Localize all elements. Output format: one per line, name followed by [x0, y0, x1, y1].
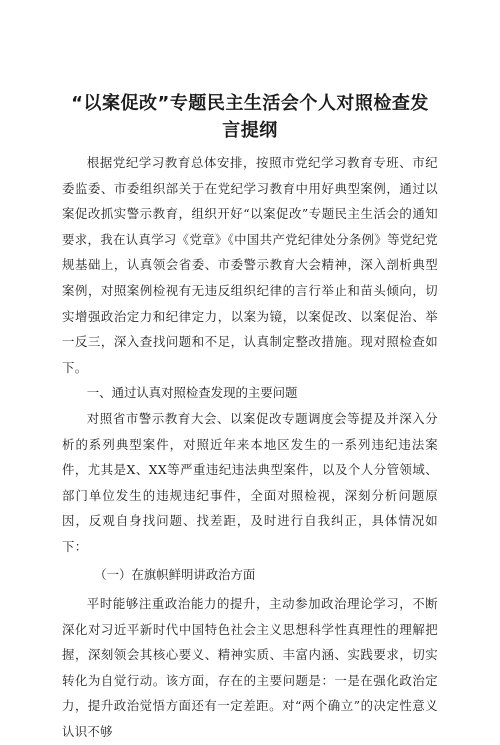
section-heading-1: 一、通过认真对照检查发现的主要问题: [86, 385, 298, 401]
section-1-paragraph: 对照省市警示教育大会、以案促改专题调度会等提及并深入分析的系列典型案件，对照近年来本地区发生的一系列违纪违法案件，尤其是X、XX等严重违纪违法典型案件，以及个人分管领域、部门单位发生的违规违纪事件，全面对照检视，深刻分析问题原因，反观自身找问题、找差距，及时进行自我纠正，具体情况如下：: [62, 410, 438, 554]
subsection-heading-1: （一）在旗帜鲜明讲政治方面: [94, 566, 256, 582]
subsection-1-paragraph: 平时能够注重政治能力的提升，主动参加政治理论学习，不断深化对习近平新时代中国特色社会主义思想科学性真理性的理解把握，深刻领会其核心要义、精神实质、丰富内涵、实践要求，切实转化为自觉行动。该方面，存在的主要问题是：一是在强化政治定力，提升政治觉悟方面还有一定差距。对“两个确立”的决定性意义认识不够: [62, 596, 438, 740]
document-title: “以案促改”专题民主生活会个人对照检查发言提纲: [71, 93, 429, 141]
intro-paragraph: 根据党纪学习教育总体安排，按照市党纪学习教育专班、市纪委监委、市委组织部关于在党纪学习教育中用好典型案例，通过以案促改抓实警示教育，组织开好“以案促改”专题民主生活会的通知要求，我在认真学习《党章》《中国共产党纪律处分条例》等党纪党规基础上，认真领会省委、市委警示教育大会精神，深入剖析典型案例，对照案例检视有无违反组织纪律的言行举止和苗头倾向，切实增强政治定力和纪律定力，以案为镜，以案促改、以案促治、举一反三，深入查找问题和不足，认真制定整改措施。现对照检查如下。: [62, 155, 438, 375]
